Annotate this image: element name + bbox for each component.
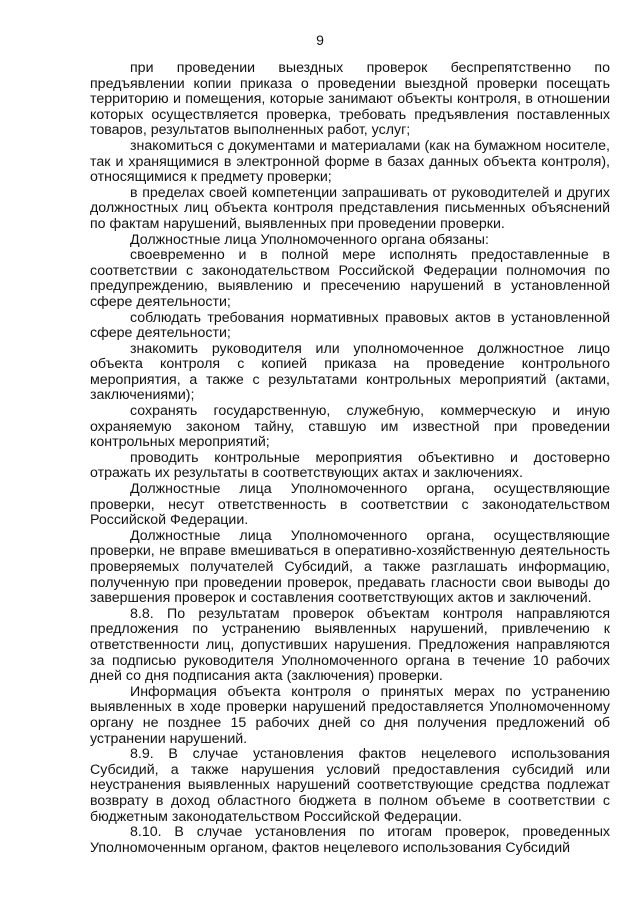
paragraph: сохранять государственную, служебную, коммерческую и иную охраняемую законом тайну, ставшую им известной при проведении контрольных мероприятий; [90,403,610,451]
paragraph: 8.9. В случае установления фактов нецелевого использования Субсидий, а также нарушения условий предоставления субсидий или неустранения выявленных нарушений соответствующие средства подлежат возврату в доход областного бюджета в полном объеме в соответствии с бюджетным законодательством Российской Федерации. [90,746,610,825]
paragraph: знакомить руководителя или уполномоченное должностное лицо объекта контроля с копией приказа на проведение контрольного мероприятия, а также с результатами контрольных мероприятий (актами, заключениями); [90,340,610,404]
paragraph: при проведении выездных проверок беспрепятственно по предъявлении копии приказа о проведении выездной проверки посещать территорию и помещения, которые занимают объекты контроля, в отношении которых осуществляется проверка, требовать предъявления поставленных товаров, результатов выполненных работ, услуг; [90,60,610,139]
paragraph: Должностные лица Уполномоченного органа обязаны: [130,231,489,248]
paragraph: 8.10. В случае установления по итогам проверок, проведенных Уполномоченным органом, фактов нецелевого использования Субсидий [90,824,610,856]
paragraph: знакомиться с документами и материалами (как на бумажном носителе, так и хранящимися в электронной форме в базах данных объекта контроля), относящимися к предмету проверки; [90,137,610,186]
paragraph: Должностные лица Уполномоченного органа, осуществляющие проверки, не вправе вмешиваться в оперативно-хозяйственную деятельность проверяемых получателей Субсидий, а также разглашать информацию, полученную при проведении проверок, предавать гласности свои выводы до завершения проверок и составления соответствующих актов и заключений. [90,527,610,607]
paragraph: проводить контрольные мероприятия объективно и достоверно отражать их результаты в соответствующих актах и заключениях. [90,449,610,482]
paragraph: Должностные лица Уполномоченного органа, осуществляющие проверки, несут ответственность в соответствии с законодательством Российской Федерации. [90,481,610,529]
paragraph: Информация объекта контроля о принятых мерах по устранению выявленных в ходе проверки нарушений предоставляется Уполномоченному органу не позднее 15 рабочих дней со дня получения предложений об устранении нарушений. [90,683,610,747]
paragraph: в пределах своей компетенции запрашивать от руководителей и других должностных лиц объекта контроля представления письменных объяснений по фактам нарушений, выявленных при проведении проверки. [90,184,610,232]
page-number: 9 [316,32,324,48]
paragraph: своевременно и в полной мере исполнять предоставленные в соответствии с законодательством Российской Федерации полномочия по предупреждению, выявлению и пресечению нарушений в установленной сфере деятельности; [90,247,610,310]
document-body [90,61,610,856]
paragraph: 8.8. По результатам проверок объектам контроля направляются предложения по устранению выявленных нарушений, привлечению к ответственности лиц, допустивших нарушения. Предложения направляются за подписью руководителя Уполномоченного органа в течение 10 рабочих дней со дня подписания акта (заключения) проверки. [90,605,610,685]
paragraph: соблюдать требования нормативных правовых актов в установленной сфере деятельности; [90,309,610,342]
